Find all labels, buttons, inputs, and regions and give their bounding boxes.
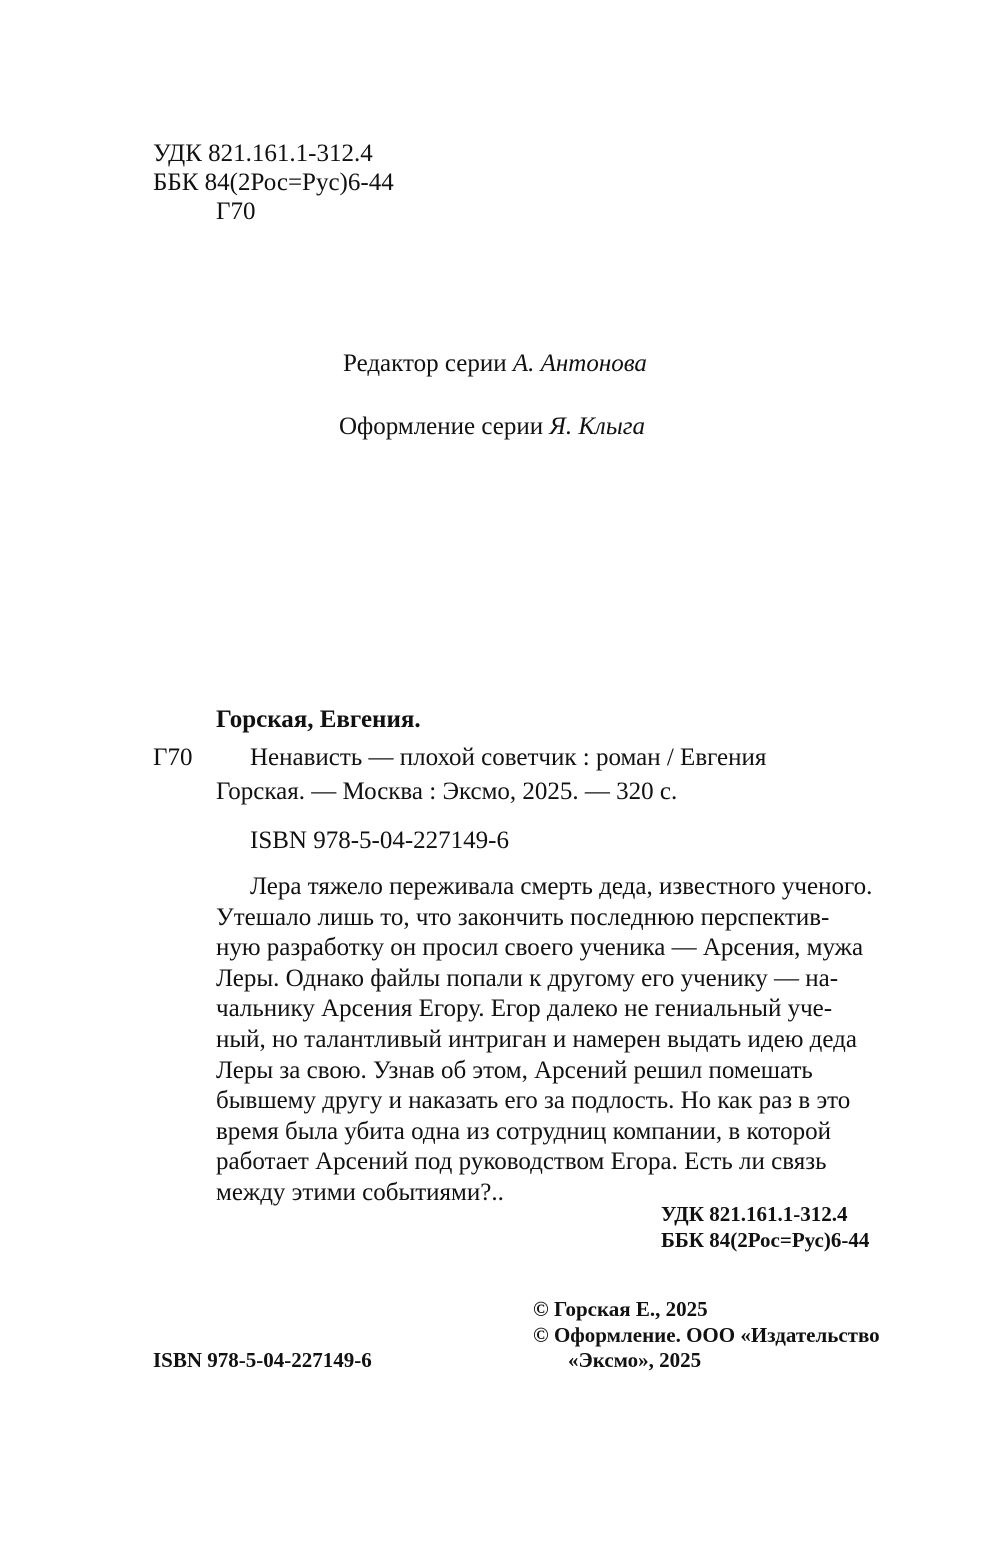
annotation-line: ный, но талантливый интриган и намерен выдать идею деда <box>216 1025 857 1053</box>
series-design-credit <box>339 413 645 441</box>
series-editor-label: Редактор серии <box>343 350 507 377</box>
author-sign-entry: Г70 <box>153 744 193 771</box>
annotation-line: Леры за свою. Узнав об этом, Арсений решил помешать <box>216 1056 813 1084</box>
author-heading: Горская, Евгения. <box>216 706 421 733</box>
copyright-design-cont: «Эксмо», 2025 <box>568 1348 702 1372</box>
annotation-line: время была убита одна из сотрудниц компании, в которой <box>216 1117 831 1145</box>
annotation-line: Леры. Однако файлы попали к другому его ученику — на- <box>216 964 839 992</box>
annotation-line: Утешало лишь то, что закончить последнюю перспектив- <box>216 903 830 931</box>
series-design-label: Оформление серии <box>339 413 544 440</box>
udk-code-top: УДК 821.161.1-312.4 <box>153 140 373 167</box>
bbk-code-top: ББК 84(2Рос=Рус)6-44 <box>153 169 394 196</box>
annotation <box>216 872 896 1209</box>
udk-code-bottom: УДК 821.161.1-312.4 <box>661 1202 848 1226</box>
bbk-code-bottom: ББК 84(2Рос=Рус)6-44 <box>661 1228 870 1252</box>
series-design-name: Я. Клыга <box>549 413 646 440</box>
annotation-line: бывшему другу и наказать его за подлость. Но как раз в это <box>216 1087 851 1115</box>
annotation-line: Лера тяжело переживала смерть деда, известного ученого. <box>250 873 873 900</box>
copyright-design: © Оформление. ООО «Издательство <box>533 1323 880 1347</box>
isbn-entry: ISBN 978-5-04-227149-6 <box>250 827 510 854</box>
annotation-line: ную разработку он просил своего ученика — Арсения, мужа <box>216 934 864 962</box>
annotation-line: чальнику Арсения Егору. Егор далеко не гениальный уче- <box>216 995 833 1023</box>
bibliographic-line-2: Горская. — Москва : Эксмо, 2025. — 320 с. <box>216 778 678 805</box>
isbn-footer: ISBN 978-5-04-227149-6 <box>153 1348 372 1372</box>
bibliographic-line-1: Ненависть — плохой советчик : роман / Евгения <box>250 744 767 771</box>
annotation-line: работает Арсений под руководством Егора. Есть ли связь <box>216 1148 827 1176</box>
series-editor-name: А. Антонова <box>512 350 647 377</box>
series-editor-credit <box>343 350 647 378</box>
annotation-line: между этими событиями?.. <box>216 1178 504 1206</box>
author-sign-top: Г70 <box>216 198 256 225</box>
copyright-author: © Горская Е., 2025 <box>533 1297 708 1321</box>
